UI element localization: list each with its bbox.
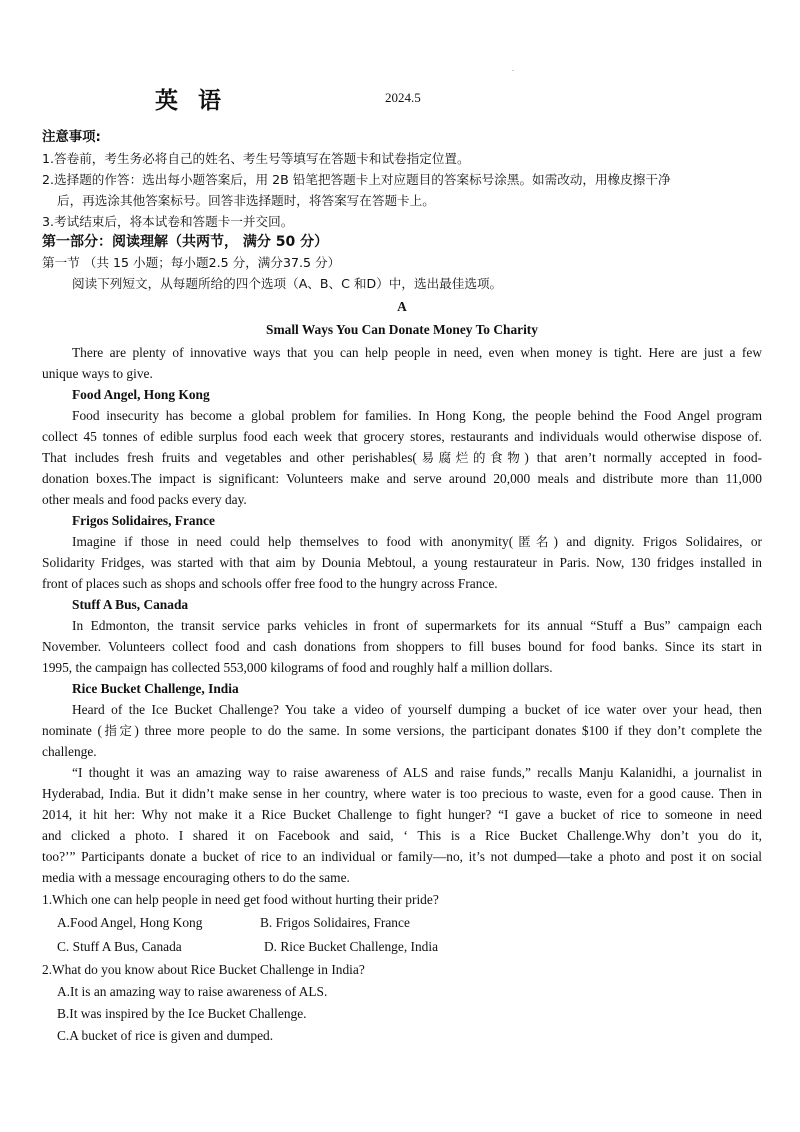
question-2-option-c: C.A bucket of rice is given and dumped. <box>57 1028 274 1043</box>
notes-item-2b: 后，再选涂其他答案标号。回答非选择题时，将答案写在答题卡上。 <box>57 193 435 208</box>
frigos-line-2: Solidarity Fridges, was started with that aim by Dounia Mebtoul, a young restaurateur in Paris. Now, 130 fridges installed in <box>42 555 762 570</box>
notes-item-2a: 2.选择题的作答：选出每小题答案后，用 2B 铅笔把答题卡上对应题目的答案标号涂黑。如需改动，用橡皮擦干净 <box>42 172 671 187</box>
rice-bucket-line-1: Heard of the Ice Bucket Challenge? You take a video of yourself dumping a bucket of ice water over your head, then <box>72 702 762 717</box>
section-head-food-angel: Food Angel, Hong Kong <box>72 387 210 402</box>
question-1: 1.Which one can help people in need get food without hurting their pride? <box>42 892 439 907</box>
food-angel-line-4: donation boxes.The impact is significant: Volunteers make and serve around 20,000 meals and distribute more than 11,000 <box>42 471 762 486</box>
intro-line-1: There are plenty of innovative ways that you can help people in need, even when money is tight. Here are just a few <box>72 345 762 360</box>
stuff-a-bus-line-2: November. Volunteers collect food and cash donations from shoppers to fill buses bound for food banks. Since its start in <box>42 639 762 654</box>
question-1-option-d: D. Rice Bucket Challenge, India <box>264 939 439 954</box>
rice-bucket-line-6: 2014, it hit her: Why not make it a Rice Bucket Challenge to fight hunger? “I gave a bucket of rice to someone in need <box>42 807 762 822</box>
question-1-option-b: B. Frigos Solidaires, France <box>260 915 410 930</box>
rice-bucket-line-9: media with a message encouraging others to do the same. <box>42 870 350 885</box>
section-head-rice-bucket: Rice Bucket Challenge, India <box>72 681 239 696</box>
part1-heading: 第一部分：阅读理解（共两节， 满分 50 分） <box>42 234 329 250</box>
exam-date: 2024.5 <box>385 90 421 105</box>
frigos-line-1: Imagine if those in need could help themselves to food with anonymity(匿名) and dignity. Frigos Solidaires, or <box>72 534 762 549</box>
section1-heading: 第一节 （共 15 小题；每小题2.5 分，满分37.5 分） <box>42 255 341 270</box>
section-head-stuff-a-bus: Stuff A Bus, Canada <box>72 597 189 612</box>
frigos-line-3: front of places such as shops and schools offer free food to the hungry across France. <box>42 576 498 591</box>
question-2-option-b: B.It was inspired by the Ice Bucket Challenge. <box>57 1006 307 1021</box>
notes-heading: 注意事项: <box>42 130 101 145</box>
question-2-option-a: A.It is an amazing way to raise awareness of ALS. <box>57 984 328 999</box>
rice-bucket-line-4: “I thought it was an amazing way to raise awareness of ALS and raise funds,” recalls Manju Kalanidhi, a journalist in <box>72 765 762 780</box>
header <box>155 82 555 116</box>
food-angel-line-3: That includes fresh fruits and vegetables and other perishables(易腐烂的食物) that aren’t normally accepted in food- <box>42 450 762 465</box>
food-angel-line-2: collect 45 tonnes of edible surplus food each week that grocery stores, restaurants and individuals would otherwise dispose of. <box>42 429 762 444</box>
food-angel-line-1: Food insecurity has become a global problem for families. In Hong Kong, the people behind the Food Angel program <box>72 408 762 423</box>
notes-item-3: 3.考试结束后，将本试卷和答题卡一并交回。 <box>42 214 294 229</box>
rice-bucket-line-5: Hyderabad, India. But it didn’t make sense in her country, where water is too precious to waste, even for a good cause. Then in <box>42 786 762 801</box>
stuff-a-bus-line-1: In Edmonton, the transit service parks vehicles in front of supermarkets for its annual “Stuff a Bus” campaign each <box>72 618 762 633</box>
rice-bucket-line-3: challenge. <box>42 744 97 759</box>
section-head-frigos: Frigos Solidaires, France <box>72 513 215 528</box>
food-angel-line-5: other meals and food packs every day. <box>42 492 247 507</box>
intro-line-2: unique ways to give. <box>42 366 153 381</box>
passage-title: Small Ways You Can Donate Money To Charity <box>266 322 538 337</box>
section1-instruction: 阅读下列短文，从每题所给的四个选项（A、B、C 和D）中，选出最佳选项。 <box>72 276 503 291</box>
decorative-dot: . <box>512 64 514 73</box>
rice-bucket-line-7: and clicked a photo. I shared it on Facebook and said, ‘ This is a Rice Bucket Challenge.Why don’t you do it, <box>42 828 762 843</box>
question-1-option-a: A.Food Angel, Hong Kong <box>57 915 203 930</box>
question-2: 2.What do you know about Rice Bucket Challenge in India? <box>42 962 365 977</box>
passage-letter: A <box>397 299 407 314</box>
notes-item-1: 1.答卷前，考生务必将自己的姓名、考生号等填写在答题卡和试卷指定位置。 <box>42 151 470 166</box>
stuff-a-bus-line-3: 1995, the campaign has collected 553,000 kilograms of food and roughly half a million dollars. <box>42 660 553 675</box>
rice-bucket-line-2: nominate (指定) three more people to do the same. In some versions, the participant donates $100 if they don’t complete the <box>42 723 762 738</box>
exam-title: 英 语 <box>155 88 228 114</box>
question-1-option-c: C. Stuff A Bus, Canada <box>57 939 182 954</box>
rice-bucket-line-8: too?’” Participants donate a bucket of rice to an individual or family—no, it’s not dumped—take a photo and post it on social <box>42 849 762 864</box>
